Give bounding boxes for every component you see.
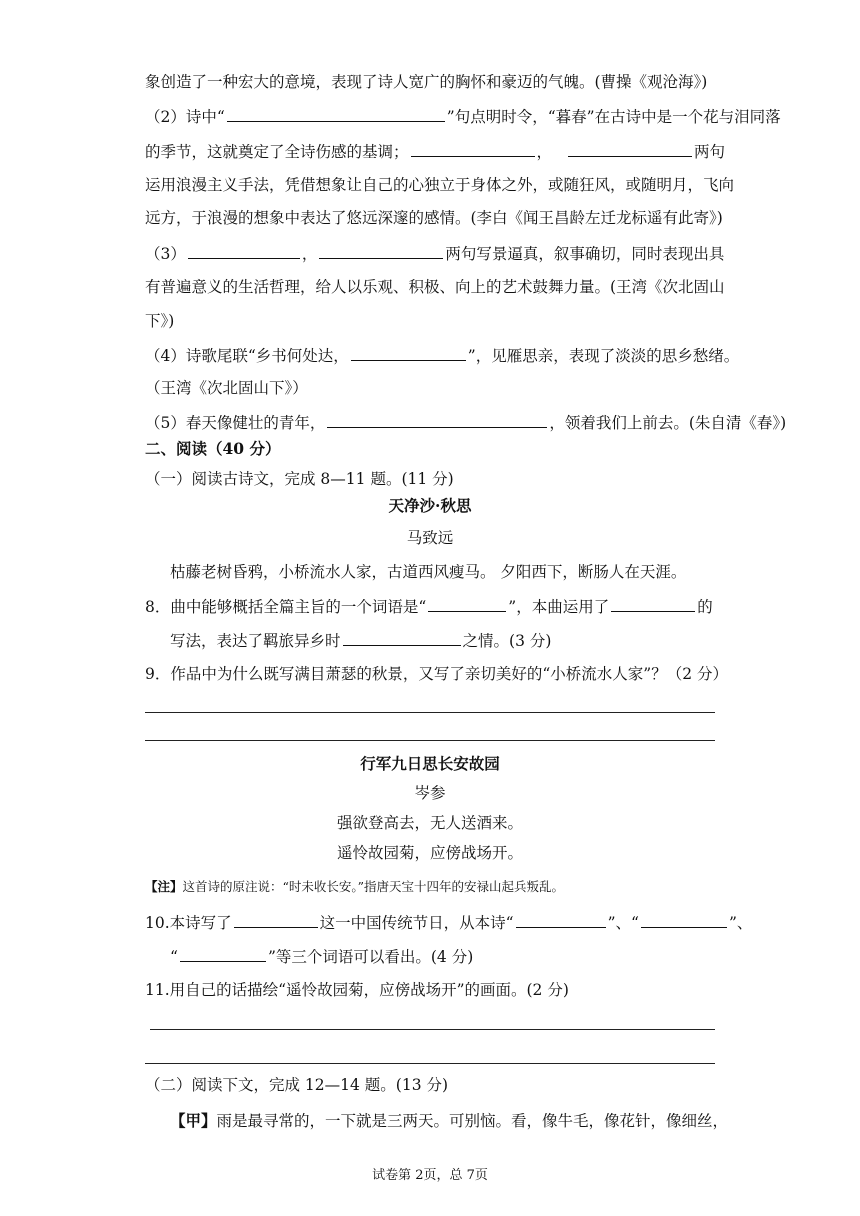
- answer-blank[interactable]: [180, 946, 266, 962]
- text: ”，见雁思亲，表现了淡淡的思乡愁绪。: [467, 347, 740, 365]
- answer-line[interactable]: [150, 1029, 715, 1030]
- poem-author: 岑参: [414, 784, 446, 802]
- poem-note: [145, 877, 564, 897]
- text: （5）春天像健壮的青年，: [145, 414, 326, 432]
- question-7-2-line2: [145, 141, 725, 162]
- text: ，: [536, 143, 553, 161]
- answer-blank[interactable]: [319, 243, 443, 259]
- poem-text: 枯藤老树昏鸦，小桥流水人家，古道西风瘦马。 夕阳西下，断肠人在天涯。: [170, 563, 687, 581]
- answer-blank[interactable]: [343, 630, 461, 646]
- question-11: 11.用自己的话描绘“遥怜故园菊，应傍战场开”的画面。(2 分): [145, 981, 569, 999]
- text-line: （王湾《次北固山下》）: [145, 379, 308, 397]
- answer-blank[interactable]: [188, 243, 300, 259]
- question-10-line2: [170, 946, 473, 967]
- text: 8．曲中能够概括全篇主旨的一个词语是“: [145, 598, 427, 616]
- text-line: 象创造了一种宏大的意境，表现了诗人宽广的胸怀和豪迈的气魄。(曹操《观沧海》): [145, 73, 708, 91]
- text: ，: [301, 245, 318, 263]
- answer-line[interactable]: [145, 712, 715, 713]
- text-line: 有普遍意义的生活哲理，给人以乐观、积极、向上的艺术鼓舞力量。(王湾《次北固山: [145, 278, 725, 296]
- answer-blank[interactable]: [641, 912, 727, 928]
- text: 的季节，这就奠定了全诗伤感的基调；: [145, 143, 409, 161]
- text-line: 远方，于浪漫的想象中表达了悠远深邃的感情。(李白《闻王昌龄左迁龙标遥有此寄》): [145, 209, 723, 227]
- part-heading: （一）阅读古诗文，完成 8—11 题。(11 分): [145, 470, 454, 488]
- question-8-line1: [145, 596, 713, 617]
- passage-text: 雨是最寻常的，一下就是三两天。可别恼。看，像牛毛，像花针，像细丝，: [216, 1112, 729, 1130]
- question-7-4-line1: [145, 345, 739, 366]
- answer-blank[interactable]: [611, 596, 695, 612]
- poem-line: 遥怜故园菊，应傍战场开。: [336, 844, 523, 862]
- text: ”句点明时令，“暮春”在古诗中是一个花与泪同落: [446, 108, 781, 126]
- text-line: 下》): [145, 312, 175, 330]
- poem-title: 天净沙·秋思: [388, 496, 472, 515]
- question-9: 9．作品中为什么既写满目萧瑟的秋景，又写了亲切美好的“小桥流水人家”？（2 分）: [145, 665, 729, 683]
- text: ”、: [728, 914, 753, 932]
- question-7-3-line1: [145, 243, 724, 264]
- note-tag: 【注】: [145, 879, 183, 894]
- text: 之情。(3 分): [462, 632, 552, 650]
- text: ”等三个词语可以看出。(4 分): [267, 948, 474, 966]
- answer-blank[interactable]: [234, 912, 318, 928]
- text: 写法，表达了羁旅异乡时: [170, 632, 341, 650]
- answer-blank[interactable]: [428, 596, 506, 612]
- text: 10.本诗写了: [145, 914, 232, 932]
- text: 两句写景逼真，叙事确切，同时表现出具: [445, 245, 725, 263]
- answer-blank[interactable]: [411, 141, 535, 157]
- answer-blank[interactable]: [327, 412, 547, 428]
- poem-author: 马致远: [406, 529, 454, 547]
- section-heading: 二、阅读（40 分）: [145, 439, 281, 458]
- answer-line[interactable]: [145, 1063, 715, 1064]
- poem-line: 强欲登高去，无人送酒来。: [336, 814, 523, 832]
- answer-blank[interactable]: [351, 345, 466, 361]
- poem-title: 行军九日思长安故园: [360, 754, 500, 773]
- text: ”，本曲运用了: [508, 598, 610, 616]
- text: （2）诗中“: [145, 108, 225, 126]
- text: 的: [697, 598, 713, 616]
- page-footer: 试卷第 2页，总 7页: [372, 1168, 488, 1183]
- passage-tag: 【甲】: [170, 1111, 217, 1130]
- answer-line[interactable]: [145, 740, 715, 741]
- text: ，领着我们上前去。(朱自清《春》): [549, 414, 787, 432]
- answer-blank[interactable]: [516, 912, 606, 928]
- text: （4）诗歌尾联“乡书何处达，: [145, 347, 349, 365]
- question-7-2-line1: [145, 106, 781, 127]
- answer-blank[interactable]: [568, 141, 692, 157]
- text-line: 运用浪漫主义手法，凭借想象让自己的心独立于身体之外，或随狂风，或随明月，飞向: [145, 176, 735, 194]
- part-heading: （二）阅读下文，完成 12—14 题。(13 分): [145, 1076, 449, 1094]
- answer-blank[interactable]: [227, 106, 445, 122]
- question-7-5-line1: [145, 412, 786, 433]
- text: ”、“: [607, 914, 639, 932]
- text: 这一中国传统节日，从本诗“: [319, 914, 514, 932]
- note-text: 这首诗的原注说：“时未收长安。”指唐天宝十四年的安禄山起兵叛乱。: [182, 879, 565, 894]
- text: “: [170, 948, 178, 966]
- question-8-line2: [170, 630, 551, 651]
- text: （3）: [145, 245, 186, 263]
- passage-line: [170, 1111, 728, 1131]
- question-10-line1: [145, 912, 752, 933]
- text: 两句: [694, 143, 726, 161]
